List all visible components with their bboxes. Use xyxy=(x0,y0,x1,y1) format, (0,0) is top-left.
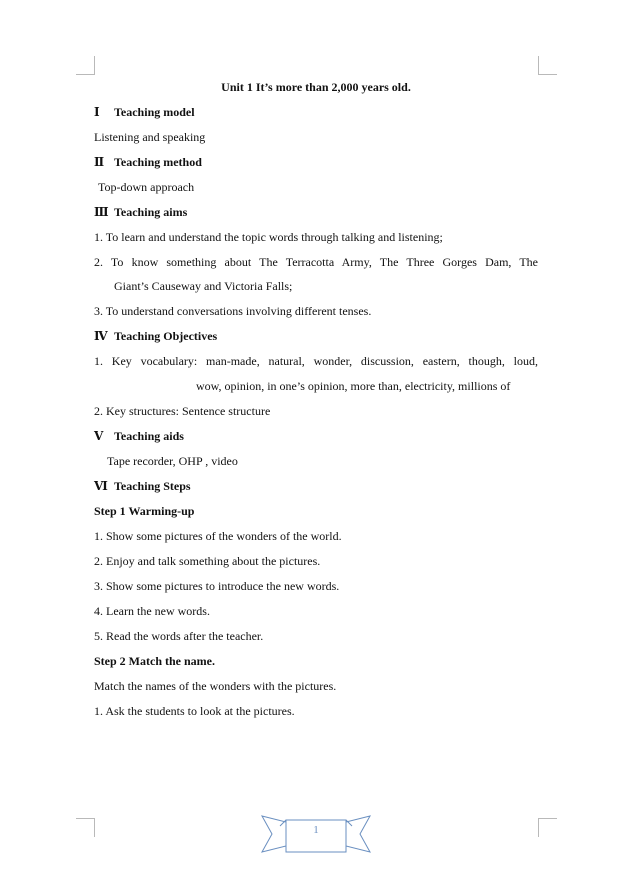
method-text: Top-down approach xyxy=(98,180,195,194)
page-number: 1 xyxy=(313,824,319,836)
document-title: Unit 1 It’s more than 2,000 years old. xyxy=(221,80,411,94)
step1-item: 5. Read the words after the teacher. xyxy=(94,629,264,643)
section-title: Teaching method xyxy=(114,155,202,169)
section-title: Teaching aids xyxy=(114,429,184,443)
model-text: Listening and speaking xyxy=(94,130,206,144)
page-number-ribbon xyxy=(260,812,372,856)
section-heading-method xyxy=(94,154,538,170)
aims-item: 2. To know something about The Terracotta Army, The Three Gorges Dam, The xyxy=(94,255,538,269)
section-number: Ⅵ xyxy=(94,479,108,493)
corner-mark-top-left xyxy=(76,56,95,75)
section-title: Teaching aims xyxy=(114,205,188,219)
aims-item: 3. To understand conversations involving different tenses. xyxy=(94,304,372,318)
section-heading-objectives xyxy=(94,328,538,344)
step2-intro: Match the names of the wonders with the pictures. xyxy=(94,679,337,693)
section-number: Ⅲ xyxy=(94,205,109,219)
step1-item: 4. Learn the new words. xyxy=(94,604,210,618)
section-heading-model xyxy=(94,104,538,120)
section-title: Teaching Objectives xyxy=(114,329,218,343)
vocabulary-line-2: wow, opinion, in one’s opinion, more than, electricity, millions of xyxy=(196,379,511,393)
section-heading-aims xyxy=(94,204,538,220)
section-number: Ⅴ xyxy=(94,429,104,443)
vocabulary-line-1: 1. Key vocabulary: man-made, natural, wonder, discussion, eastern, though, loud, xyxy=(94,354,538,368)
corner-mark-bottom-right xyxy=(538,818,557,837)
section-title: Teaching Steps xyxy=(114,479,191,493)
step2-item: 1. Ask the students to look at the pictures. xyxy=(94,704,295,718)
section-heading-aids xyxy=(94,428,538,444)
section-number: Ⅰ xyxy=(94,105,100,119)
corner-mark-bottom-left xyxy=(76,818,95,837)
aims-item-continuation: Giant’s Causeway and Victoria Falls; xyxy=(114,279,293,293)
step1-item: 1. Show some pictures of the wonders of the world. xyxy=(94,529,342,543)
aids-text: Tape recorder, OHP , video xyxy=(107,454,238,468)
step2-title: Step 2 Match the name. xyxy=(94,654,215,668)
step1-item: 2. Enjoy and talk something about the pictures. xyxy=(94,554,321,568)
section-title: Teaching model xyxy=(114,105,195,119)
corner-mark-top-right xyxy=(538,56,557,75)
step1-title: Step 1 Warming-up xyxy=(94,504,195,518)
section-number: Ⅱ xyxy=(94,155,105,169)
key-structures: 2. Key structures: Sentence structure xyxy=(94,404,271,418)
section-heading-steps xyxy=(94,478,538,494)
aims-item: 1. To learn and understand the topic words through talking and listening; xyxy=(94,230,443,244)
step1-item: 3. Show some pictures to introduce the new words. xyxy=(94,579,340,593)
section-number: Ⅳ xyxy=(94,329,108,343)
